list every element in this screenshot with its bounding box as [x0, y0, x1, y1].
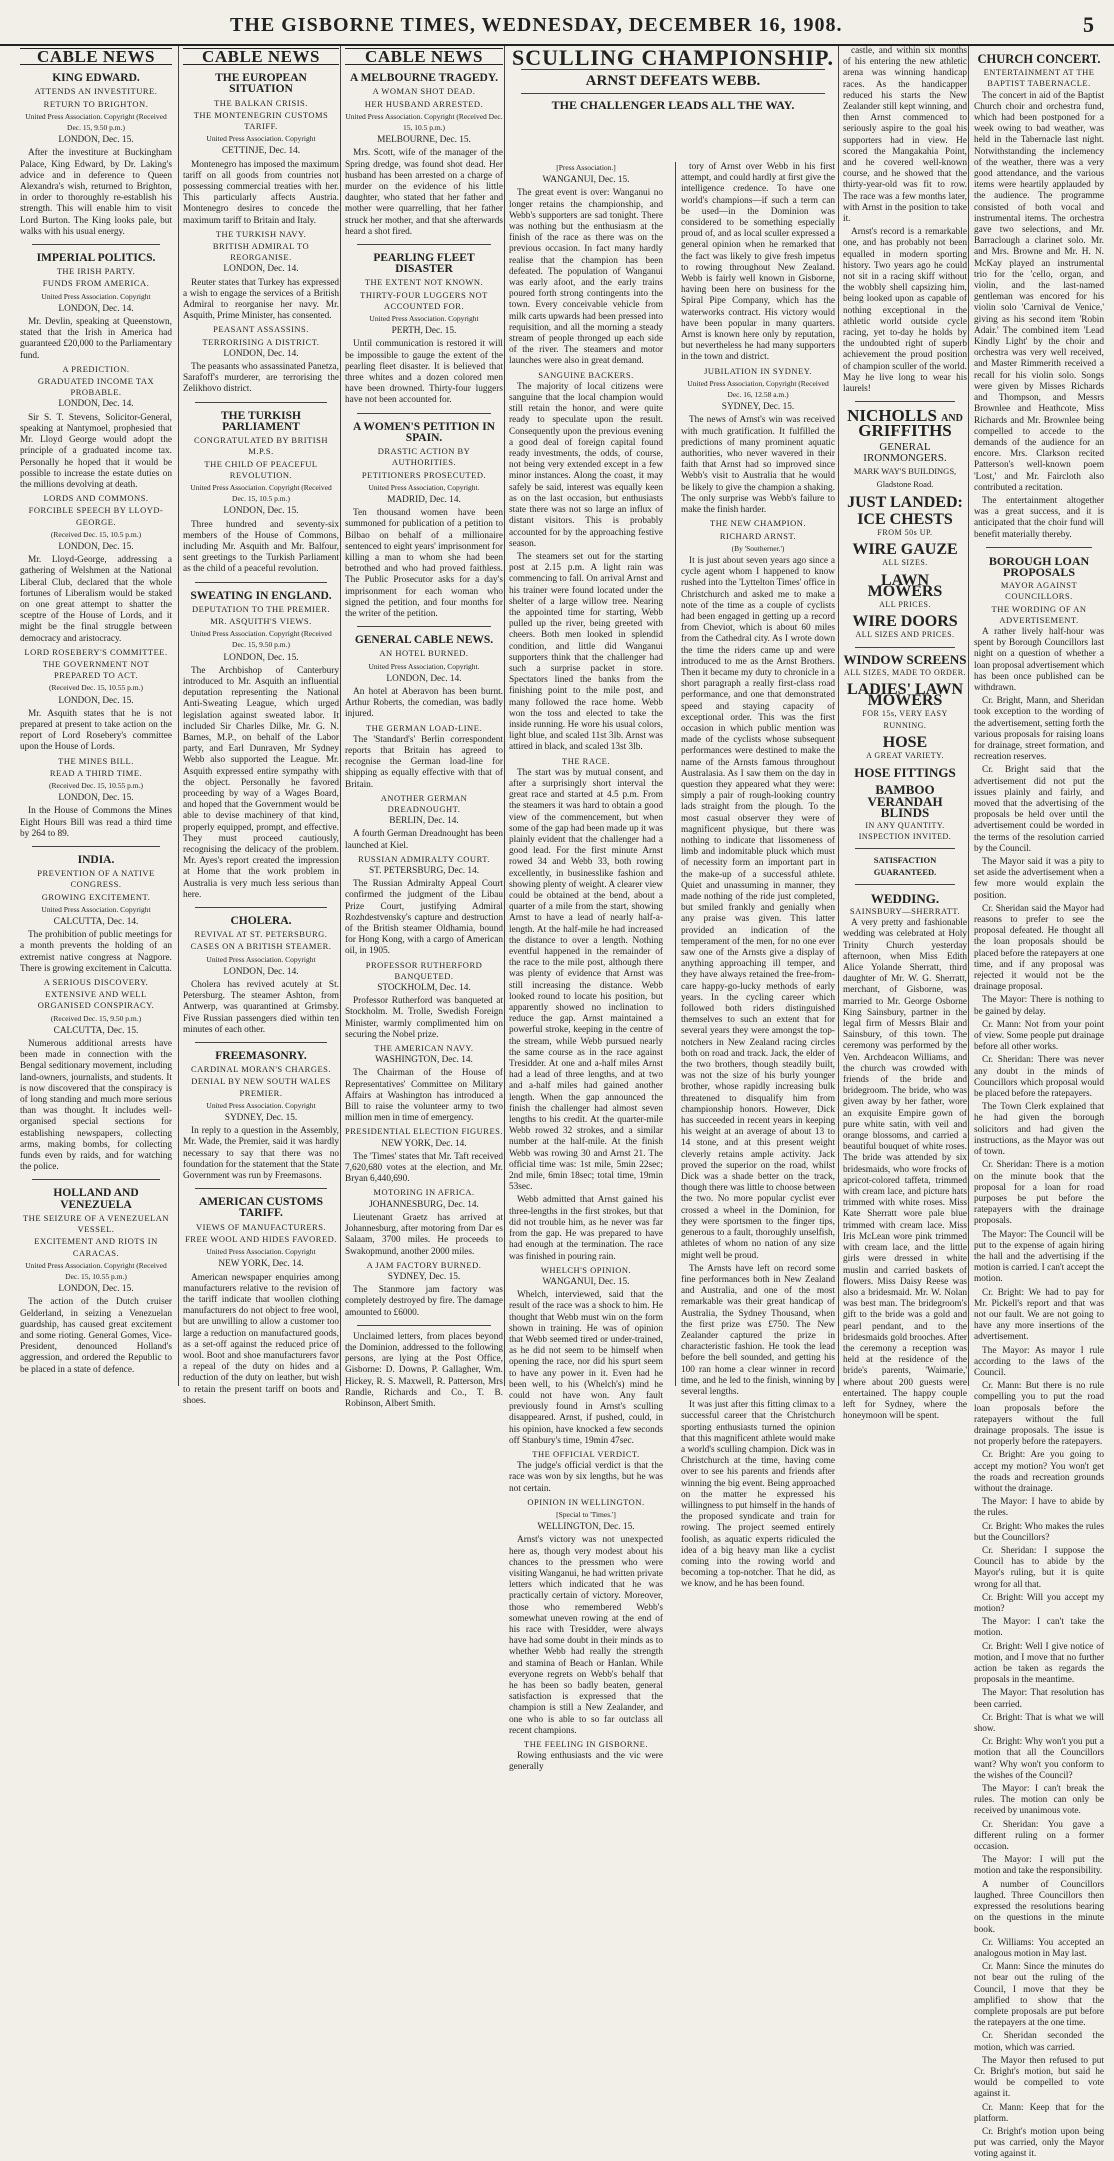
section-header: CABLE NEWS	[345, 48, 503, 65]
article-subtitle: DENIAL BY NEW SOUTH WALES PREMIER.	[191, 1076, 331, 1098]
ad-item: WIRE DOORS	[852, 613, 958, 631]
article-subtitle: ATTENDS AN INVESTITURE.	[34, 86, 158, 97]
article-body: Whelch, interviewed, said that the result of the race was a shock to him. He thought that Webb must win on the form shown in training. He was of opinion that Webb seemed tired or under-trained, as he did not seem to be himself when opening the race, nor did his spurt seem to have any power in it. Even had he been well, to his (Whelch's) mind he could not have won. Any fault previously found in Arnst's sculling disappeared. Arnst, if pushed, could, in his opinion, have knocked a few seconds off Stanbury's time, 19min 47sec.	[509, 1290, 663, 1446]
article-subhead: WHELCH'S OPINION.	[540, 1264, 632, 1275]
ad-trade: GENERAL IRONMONGERS.	[863, 440, 947, 464]
article-dateline: MELBOURNE, Dec. 15.	[377, 135, 471, 146]
article-subtitle: ENTERTAINMENT AT THE BAPTIST TABERNACLE.	[983, 67, 1095, 89]
article-subtitle: CARDINAL MORAN'S CHARGES.	[190, 1064, 332, 1075]
ad-item: WINDOW SCREENS	[843, 651, 967, 667]
article-body: Cholera has revived acutely at St. Petersburg. The steamer Ashton, from Antwerp, was quarantined at Grimsby. Five Russian passengers died within ten minutes of each other.	[183, 980, 339, 1035]
article-subtitle: THE IRISH PARTY.	[56, 266, 136, 277]
article-subtitle: VIEWS OF MANUFACTURERS.	[195, 1221, 327, 1232]
article-body: The news of Arnst's win was received with much gratification. It fulfilled the predictions of many prominent aquatic authorities, who never wavered in their faith that Arnst had so improved since Webb's visit to Australia that he would be likely to give the champion a shaking. The only surprise was Webb's failure to make the finish harder.	[681, 415, 835, 516]
article-subtitle: FREE WOOL AND HIDES FAVORED.	[185, 1233, 337, 1244]
article-credit: United Press Association, Copyright.	[368, 661, 480, 671]
article-body: The Mayor: I have to abide by the rules.	[974, 1497, 1104, 1519]
nicholls-griffiths-ad	[843, 406, 967, 878]
article-body: The Mayor: There is nothing to be gained by delay.	[974, 995, 1104, 1017]
divider	[855, 848, 955, 849]
article-dateline: LONDON, Dec. 14.	[58, 303, 134, 314]
article-body: The majority of local citizens were sanguine that the local champion would still retain the honor, and were quite ready to speculate upon the result. Consequently upon the previous evening a good deal of foreign capital found ready investments, the odds, of course, not being very extended except in a few minor instances. Along the coast, it may safely be said, interest was equally keen as on the last occasion, but enthusiasts state there was not so large an influx of distant visitors. This is probably accounted for by the approaching festive season.	[509, 381, 663, 549]
ad-item: LAWN MOWERS	[867, 571, 943, 600]
article-body: The Archbishop of Canterbury introduced to Mr. Asquith an influential deputation representing the National Anti-Sweating League, which urged legislation against sweated labor. It included Sir Charles Dilke, Mr. G. N. Barnes, M.P., on behalf of the Labor party, and Earl Dunraven, Mr Sydney Webb also supported the League. Mr. Asquith expressed entire sympathy with the object. Personally he favored proceeding by way of a Wages Board, and hoped that the Government would be able to devise machinery of that kind, properly equipped, prompt, and effective. They must proceed cautiously, recognising the delicacy of the problem. Mr. Ayes's report created the impression at Home that the work problem in Australia is very much less serious than here.	[183, 665, 339, 900]
article-dateline: PERTH, Dec. 15.	[391, 326, 457, 337]
article-subtitle: GROWING EXCITEMENT.	[41, 891, 151, 902]
article-title: THE EUROPEAN SITUATION	[215, 72, 307, 96]
article-subtitle: DEPUTATION TO THE PREMIER.	[192, 603, 330, 614]
article-body: Cr. Sheridan: There is a motion on the minute book that the proposal for a loan for road purposes be put before the ratepayers with the drainage proposals.	[974, 1160, 1104, 1227]
article-dateline: NEW YORK, Dec. 14.	[381, 1138, 467, 1149]
ad-item-note: ALL PRICES.	[879, 599, 931, 609]
article-credit: (Received Dec. 15, 10.5 p.m.)	[50, 529, 142, 539]
article-subhead: SANGUINE BACKERS.	[538, 369, 634, 380]
article-dateline: NEW YORK, Dec. 14.	[218, 1259, 304, 1270]
article-title: SCULLING CHAMPIONSHIP.	[512, 45, 834, 70]
article-dateline: SYDNEY, Dec. 15.	[224, 1113, 298, 1124]
article-body: Cr. Bright, Mann, and Sheridan took exception to the wording of the advertisement, setting forth the various proposals for raising loans for drainage, street formation, and recreation reserves.	[974, 696, 1104, 763]
article-credit: United Press Association. Copyright	[206, 1100, 316, 1110]
article-credit: United Press Association. Copyright	[206, 134, 316, 144]
divider	[855, 401, 955, 402]
article-dateline: BERLIN, Dec. 14.	[389, 816, 459, 827]
article-dateline: CALCUTTA, Dec. 14.	[53, 917, 139, 928]
divider	[521, 93, 825, 94]
article-body: Cr. Sheridan said the Mayor had reasons to prefer to see the proposal defeated. He thought all the loan proposals should be placed before the ratepayers at one time, and if any proposal was rejected it would not be the drainage proposal.	[974, 903, 1104, 993]
article-subtitle: THE MINES BILL.	[58, 755, 134, 766]
article-body: Unclaimed letters, from places beyond the Dominion, addressed to the following persons, are lying at the Post Office, Gisborne: D. Downs, P. Gallagher, Wm. Hickey, R. S. Maxwell, R. Patterson, Mrs Randle, Richards and Co., T. B. Robinson, Albert Smith.	[345, 1331, 503, 1409]
article-subtitle: A PREDICTION.	[62, 363, 130, 374]
ad-item-note: IN ANY QUANTITY. INSPECTION INVITED.	[858, 820, 952, 842]
article-body: Cr. Bright: Who makes the rules but the Councillors?	[974, 1521, 1104, 1543]
article-subtitle: THIRTY-FOUR LUGGERS NOT ACCOUNTED FOR.	[360, 289, 488, 311]
article-body: Rowing enthusiasts and the vic were generally	[509, 1751, 663, 1773]
article-body: Arnst's victory was not unexpected here as, though very modest about his chances to the pressmen who were visiting Wanganui, he had written private letters which indicated that he was practically certain of victory. Moreover, those who remembered Webb's somewhat uneven rowing at the end of his race with Tresidder, were always have had some doubt in their minds as to whether Webb had really the strength and stamina of Beach or Hanlan. While everyone regrets on Webb's behalf that he has been so badly beaten, general satisfaction is expressed that the champion is still a New Zealander, and one who is able to so far outclass all recent champions.	[509, 1535, 663, 1736]
article-body: The 'Times' states that Mr. Taft received 7,620,680 votes at the election, and Mr. Bryan 6,440,690.	[345, 1151, 503, 1185]
article-body: The peasants who assassinated Panetza, Sarafoff's murderer, are terrorising the Zelikhovo district.	[183, 362, 339, 395]
article-subtitle: THE BALKAN CRISIS.	[214, 97, 308, 108]
article-body: Mr. Lloyd-George, addressing a gathering of Welshmen at the National Liberal Club, declared that the whole fortunes of Liberalism would be staked on one great attempt to shatter the sceptre of the House of Lords, and it might be the final struggle between democracy and aristocracy.	[20, 555, 172, 644]
article-subtitle: HER HUSBAND ARRESTED.	[364, 98, 484, 109]
article-subtitle: THE WORDING OF AN ADVERTISEMENT.	[991, 603, 1087, 625]
ad-firm-name	[843, 406, 967, 440]
article-body: Cr. Williams: You accepted an analogous motion in May last.	[974, 1937, 1104, 1959]
article-title: SWEATING IN ENGLAND.	[190, 589, 332, 602]
article-subhead: THE RACE.	[562, 755, 610, 766]
article-body: Mrs. Scott, wife of the manager of the Spring dredge, was found shot dead. Her husband has been arrested on a charge of murder on the evidence of his little daughter, who stated that her father and mother were quarrelling, that her father struck her mother, and that she afterwards heard a shot fired.	[345, 148, 503, 237]
article-body: Cr. Sheridan seconded the motion, which was carried.	[974, 2031, 1104, 2053]
article-credit: United Press Association. Copyright (Received Dec. 15, 10.5 p.m.)	[190, 482, 332, 504]
article-body: In reply to a question in the Assembly, Mr. Wade, the Premier, said it was hardly necessary to say that there was no foundation for the statement that the State Government was run by Freemasons.	[183, 1126, 339, 1182]
ad-item: WIRE GAUZE	[852, 541, 958, 559]
article-subtitle: GRADUATED INCOME TAX PROBABLE.	[37, 376, 155, 398]
article-body: Reuter states that Turkey has expressed a wish to engage the services of a British Admiral to reorganise her navy. Mr. Asquith, Prime Minister, has consented.	[183, 277, 339, 322]
article-body: The Stanmore jam factory was completely destroyed by fire. The damage amounted to £6000.	[345, 1285, 503, 1318]
article-body: After the investiture at Buckingham Palace, King Edward, by Dr. Laking's advice and in deference to Queen Alexandra's wish, returned to Brighton, in order to thoroughly re-establish his strength. This will enable him to visit Lord Burton. The King looks pale, but walks with his usual energy.	[20, 148, 172, 237]
article-body: Professor Rutherford was banqueted at Stockholm. M. Trolle, Swedish Foreign Minister, warmly complimented him on securing the Nobel prize.	[345, 996, 503, 1040]
article-subtitle: DRASTIC ACTION BY AUTHORITIES.	[377, 446, 471, 468]
article-body: The Russian Admiralty Appeal Court confirmed the judgment of the Libau Prize Court, justifying Admiral Rozhdestvensky's capture and destruction of the British steamer Oldhamia, bound for Hong Kong, with a cargo of American oil, in 1905.	[345, 879, 503, 957]
article-credit: United Press Association. Copyright (Received Dec. 15, 9.50 p.m.)	[25, 111, 167, 133]
divider	[195, 907, 327, 908]
article-body: The Mayor: I can't break the rules. The motion can only be received by unanimous vote.	[974, 1784, 1104, 1817]
article-body: Cr. Bright: Why won't you put a motion that all the Councillors want? Why won't you conform to the wishes of the Council?	[974, 1737, 1104, 1781]
article-subtitle: REVIVAL AT ST. PETERSBURG.	[194, 929, 328, 940]
article-body: A very pretty and fashionable wedding was celebrated at Holy Trinity Church yesterday afternoon, when Miss Edith Alice Yolande Sherratt, third daughter of Mr. W. G. Sherratt, merchant, of Gisborne, was married to Mr. George Osborne King Sainsbury, partner in the legal firm of Messrs Blair and Sainsbury, of this town. The ceremony was performed by the Ven. Archdeacon Williams, and the church was crowded with friends of the bride and bridegroom. The bride, who was given away by her father, wore an exquisite Empire gown of pure white satin, with veil and orange blossoms, and carried a beautiful bouquet of white roses. The bride was attended by six bridesmaids, who wore frocks of apricot-colored taffeta, trimmed with cream lace, and picture hats trimmed with white roses. Miss Kate Sherratt wore pale blue trimmed with cream lace. Miss Iris McLean wore pink trimmed with cream lace, and the little girls were dressed in white muslin and carried baskets of flowers. Miss Daisy Reese was also a bridesmaid. Mr. W. Nolan was best man. The bridegroom's gift to the bride was a gold and pearl pendant, and to the bridesmaids gold brooches. After the ceremony a reception was held at the residence of the bride's parents, 'Waimarie,' where about 200 guests were entertained. The happy couple left for Sydney, where the honeymoon will be spent.	[843, 918, 967, 1422]
article-credit: United Press Association. Copyright	[41, 291, 151, 301]
article-subhead: THE OFFICIAL VERDICT.	[532, 1448, 640, 1459]
ad-name-2: GRIFFITHS	[858, 420, 952, 440]
divider	[32, 846, 160, 847]
article-subtitle: TERRORISING A DISTRICT.	[202, 336, 320, 347]
divider	[195, 1188, 327, 1189]
divider	[357, 626, 491, 627]
article-body: Cr. Mann: Not from your point of view. Some people put drainage before all other works.	[974, 1019, 1104, 1053]
article-dateline: SYDNEY, Dec. 15.	[387, 1271, 461, 1282]
article-body: Cr. Bright: That is what we will show.	[974, 1712, 1104, 1735]
article-body: It is just about seven years ago since a cycle agent whom I happened to know rushed into the 'Lyttelton Times' office in Christchurch and asked me to make a note of the time as a couple of cyclists had been engaged in getting up a record from Cheviot, which is about 60 miles from the Cathedral city. As I wrote down the time the riders came up and were introduced to me as the Arnst Brothers. Then it became my duty to chronicle in a short paragraph a really first-class road performance, and one that demonstrated speed and staying capacity of exceptional order. This was the first occasion in which public mention was made of the cyclists whose subsequent performances were destined to make the name of the Arnsts famous throughout Australasia. As I saw them on the day in question they appeared what they were: simply a pair of rough-looking country lads straight from the plough. To the most casual observer they were of magnificent physique, but there was nothing to indicate that lissomeness of limb and indomitable pluck which must of necessity form an important part in the make-up of a successful athlete. Quiet and unassuming in manner, they made nothing of the ride just completed, but smiled frankly and genially when any praise was given. This latter provided an indication of the temperament of the men, for no one ever saw one of the Arnsts give a display of anything approaching ill temper, and they have always retained the free-from-care happy-go-lucky methods of early years. In the cycling career which followed both riders distinguished themselves to such an extent that for several years they were amongst the top-notchers in New Zealand racing circles both on road and track. Jack, the elder of the two brothers, though steadily built, was not the size of his burly younger brother, whose rapidly increasing bulk threatened to disqualify him from championship honors. However, Dick has succeeded in recent years in keeping his weight at an average of about 13 to 14 stone, and at this present weight cleverly retains ample activity. Jack proved the superior on the road, whilst Dick was a shade better on the track, though there was little to choose between the two. No more popular cyclist ever crossed a wheel in the Dominion, for they were sportsmen to the finger tips, generous to a fault, thoroughly unselfish, athletes of whom no nation of any size might well be proud.	[681, 555, 835, 1261]
ad-item-note: A GREAT VARIETY.	[866, 750, 944, 760]
column-3	[340, 46, 507, 1409]
article-body: A number of Councillors laughed. Three Councillors then expressed the resolutions bearing on the questions in the minute book.	[974, 1879, 1104, 1935]
article-body: Cr. Bright: Will you accept my motion?	[974, 1592, 1104, 1615]
article-body: The Town Clerk explained that he had given the borough solicitors and had given the instructions, as the Mayor was out of town.	[974, 1102, 1104, 1158]
article-body: The Mayor: The Council will be put to the expense of again hiring the hall and the advertising if the motion is carried. I can't accept the motion.	[974, 1229, 1104, 1285]
article-subtitle: EXTENSIVE AND WELL ORGANISED CONSPIRACY.	[37, 989, 155, 1011]
divider	[357, 1325, 491, 1326]
article-credit: (Received Dec. 15, 10.55 p.m.)	[49, 683, 143, 693]
sculling-column-right	[675, 162, 835, 1590]
ad-item-note: FOR 15s, VERY EASY RUNNING.	[862, 709, 948, 730]
article-subtitle: THE MONTENEGRIN CUSTOMS TARIFF.	[193, 109, 329, 132]
article-subtitle: RUSSIAN ADMIRALTY COURT.	[358, 853, 490, 864]
article-title: A WOMEN'S PETITION IN SPAIN.	[353, 420, 495, 444]
article-subtitle: A SERIOUS DISCOVERY.	[43, 977, 149, 988]
article-credit: United Press Association. Copyright	[206, 1247, 316, 1257]
article-credit: United Press Association. Copyright (Received Dec. 15, 10.5 p.m.)	[345, 111, 503, 133]
ad-item-note: ALL SIZES, MADE TO ORDER.	[843, 667, 967, 677]
article-credit: United Press Association. Copyright	[206, 954, 316, 964]
divider	[32, 244, 160, 245]
article-subtitle: CONGRATULATED BY BRITISH M.P.S.	[194, 435, 328, 457]
article-title: A MELBOURNE TRAGEDY.	[350, 72, 498, 85]
ad-and: AND	[941, 413, 963, 425]
article-dateline: LONDON, Dec. 15.	[223, 506, 299, 517]
article-body: The judge's official verdict is that the race was won by six lengths, but he was not certain.	[509, 1461, 663, 1494]
article-subtitle: PROFESSOR RUTHERFORD BANQUETED.	[365, 959, 483, 981]
article-title: FREEMASONRY.	[215, 1050, 307, 1063]
article-subtitle: THE GOVERNMENT NOT PREPARED TO ACT.	[42, 658, 150, 681]
article-dateline: LONDON, Dec. 15.	[58, 793, 134, 804]
article-dateline: LONDON, Dec. 14.	[386, 673, 462, 684]
article-dateline: LONDON, Dec. 15.	[58, 1284, 134, 1295]
article-body: Cr. Bright's motion upon being put was carried, only the Mayor voting against it.	[974, 2126, 1104, 2160]
article-body: The Mayor then refused to put Cr. Bright's motion, but said he would be compelled to vote against it.	[974, 2055, 1104, 2100]
article-body: Cr. Bright said that the advertisement did not put the issues plainly and fairly, and moved that the advertising of the proposals be held over until the advertisement could be worded in the terms of the resolution carried by the Council.	[974, 765, 1104, 854]
article-credit: United Press Association, Copyright (Received Dec. 16, 12.58 a.m.)	[687, 378, 829, 400]
article-dateline: JOHANNESBURG, Dec. 14.	[369, 1199, 479, 1210]
ad-item-note: FROM 50s UP.	[877, 527, 933, 537]
article-title: BOROUGH LOAN PROPOSALS	[988, 553, 1090, 579]
ad-item: LADIES' LAWN MOWERS	[846, 680, 964, 710]
article-body: An hotel at Aberavon has been burnt. Arthur Roberts, the comedian, was badly injured.	[345, 686, 503, 720]
article-subhead: THE NEW CHAMPION.	[710, 518, 806, 529]
sculling-article	[504, 45, 841, 1773]
article-body: Cr. Mann: But there is no rule compelling you to put the road loan proposals before the ratepayers without the full drainage proposals. The issue is not properly before the ratepayers.	[974, 1381, 1104, 1448]
article-body: The great event is over: Wanganui no longer retains the championship, and Webb's supporters are sad tonight. There was nothing but the enthusiasm at the finish of the race as there was on the previous occasion. In fact many hardly realise that the champion has been defeated. The population of Wanganui was early afoot, and the early trains poured forth strong contingents into the town. Every conceivable vehicle from milk carts upwards had been pressed into requisition, and all the morning a steady stream of people thronged up each side of the river. The steamers and motor launches were also in great demand.	[509, 188, 663, 367]
divider	[855, 647, 955, 648]
article-body: Sir S. T. Stevens, Solicitor-General, speaking at Nantymoel, prophesied that Mr. Lloyd George would adopt the principle of a graduated income tax. Personally he hoped that it would be possible to increase the estate duties on the millions devolving at death.	[20, 412, 172, 490]
article-dateline: LONDON, Dec. 14.	[223, 966, 299, 977]
article-subtitle: THE TURKISH NAVY.	[215, 228, 307, 239]
article-title: CHOLERA.	[230, 915, 292, 928]
article-body: A fourth German Dreadnought has been launched at Kiel.	[345, 829, 503, 851]
ad-item-note: ALL SIZES AND PRICES.	[855, 630, 955, 640]
article-body: Three hundred and seventy-six members of the House of Commons, including Mr. Asquith and Mr. Balfour, sent greetings to the Turkish Parliament as the child of a peaceful revolution.	[183, 519, 339, 575]
article-credit: United Press Association. Copyright (Received Dec. 15, 9.50 p.m.)	[190, 629, 332, 650]
article-credit: (Received Dec. 15, 9.50 p.m.)	[50, 1013, 142, 1023]
column-7	[968, 46, 1104, 2160]
divider	[357, 244, 491, 245]
article-subtitle: LORD ROSEBERY'S COMMITTEE.	[24, 646, 168, 657]
article-dateline: LONDON, Dec. 15.	[58, 135, 134, 146]
article-dateline: LONDON, Dec. 14.	[223, 348, 299, 359]
article-subtitle: EXCITEMENT AND RIOTS IN CARACAS.	[34, 1236, 158, 1258]
article-credit: United Press Association. Copyright	[369, 314, 479, 324]
ad-item: BAMBOO VERANDAH BLINDS	[867, 782, 943, 820]
article-dateline: SYDNEY, Dec. 15.	[721, 402, 795, 413]
article-body: The prohibition of public meetings for a month prevents the holding of an extremist native congress at Nagpore. There is growing excitement in Calcutta.	[20, 930, 172, 974]
article-title: WEDDING.	[870, 890, 940, 906]
article-body: Cr. Bright: Well I give notice of motion, and I move that no further action be taken as regards the proposals in the meantime.	[974, 1641, 1104, 1686]
ad-line: JUST LANDED:	[847, 493, 963, 511]
article-body: The Mayor: That resolution has been carried.	[974, 1688, 1104, 1710]
article-body: castle, and within six months of his entering the new athletic arena was winning handicap races. As the handicapper reduced his starts the New Zealander still kept winning, and then Arnst commenced to seriously aspire to the goal his supporters had in view. He scored the Mangakahia Point, and he covered well-known course, and he showed that the thirty-year-old was fit to row. The race was a few months later, with Arnst in the position to take it.	[843, 46, 967, 225]
article-subtitle: THE SEIZURE OF A VENEZUELAN VESSEL.	[22, 1212, 170, 1235]
page-number: 5	[1083, 12, 1094, 37]
article-body: The Arnsts have left on record some fine performances both in New Zealand and Australia, and one of the most remarkable was their great handicap of Australia, the Sydney Thousand, when the first prize was £750. The New Zealander captured the prize in characteristic fashion. He took the lead before the bell sounded, and getting his 100 ran home a clear winner in record time, and he led to the finish, winning by several lengths.	[681, 1263, 835, 1397]
ad-address: MARK WAY'S BUILDINGS,	[853, 466, 957, 477]
article-body: It was just after this fitting climax to a successful career that the Christchurch sporting enthusiasts turned the opinion that this magnificent athlete would make a world's sculling champion. Dick was in Christchurch at the time, having come over to see his parents and friends after winning the big event. Being approached on the matter he expressed his willingness to put himself in the hands of the proposed syndicate and train for rowing. The project seemed entirely foolish, as aquatic experts ridiculed the idea of a big heavy man like a cyclist coming into the rowing world and becoming a top-notcher. That he did, as we know, and he has been found.	[681, 1400, 835, 1590]
article-subtitle: PRESIDENTIAL ELECTION FIGURES.	[345, 1126, 503, 1137]
article-title: HOLLAND AND VENEZUELA	[53, 1187, 139, 1211]
ad-item: HOSE FITTINGS	[854, 765, 956, 781]
article-body: American newspaper enquiries among manufacturers relative to the revision of the tariff indicate that woollen clothing manufacturers do not object to free wool, but are unwilling to allow a customer too large a reduction on manufactured goods, as a set-off against the reduced price of wool. Boot and shoe manufacturers favor a repeal of the duty on hides and a reduction of the duty on leather, but wish to retain the present tariff on boots and shoes.	[183, 1272, 339, 1406]
article-credit: United Press Association. Copyright (Received Dec. 15, 10.55 p.m.)	[25, 1260, 167, 1281]
article-subtitle: ANOTHER GERMAN DREADNOUGHT.	[380, 792, 468, 814]
article-body: Cr. Mann: Since the minutes do not bear out the ruling of the Council, I move that they be amplified to show that the complete proposals are put before the ratepayers at the one time.	[974, 1962, 1104, 2029]
article-body: Mr. Asquith states that he is not prepared at present to take action on the report of Lord Rosebery's committee upon the House of Lords.	[20, 708, 172, 753]
article-body: The action of the Dutch cruiser Gelderland, in seizing a Venezuelan guardship, has caused great excitement and some rioting. General Gomes, Vice-President, denounced Holland's aggression, and ordered the Republic to be placed in a state of defence.	[20, 1297, 172, 1375]
article-subtitle: MAYOR AGAINST COUNCILLORS.	[1000, 580, 1078, 602]
column-6	[838, 46, 971, 1422]
article-subtitle: BRITISH ADMIRAL TO REORGANISE.	[212, 241, 310, 263]
article-body: Cr. Mann: Keep that for the platform.	[974, 2102, 1104, 2124]
article-body: The 'Standard's' Berlin correspondent reports that Britain has agreed to recognise the German load-line for shipping as equally effective with that of Britain.	[345, 734, 503, 790]
article-dateline: LONDON, Dec. 14.	[58, 399, 134, 410]
article-dateline: CETTINJE, Dec. 14.	[221, 146, 301, 157]
article-body: Numerous additional arrests have been made in connection with the Bengal seditionary movement, including land-owners, journalists, and students. It is now discovered that the conspiracy is of long standing and much more serious than was thought. It includes well-organised special sections for establishing newspapers, collecting arms, making bombs, for collecting funds even by raids, and for watching the police.	[20, 1039, 172, 1173]
article-credit: [Press Association.]	[556, 163, 616, 172]
article-body: Cr. Sheridan: There was never any doubt in the minds of Councillors which proposal would be placed before the ratepayers.	[974, 1055, 1104, 1100]
article-body: Mr. Devlin, speaking at Queenstown, stated that the Irish in America had guaranteed £20,000 to the Parliamentary fund.	[20, 317, 172, 361]
article-credit: United Press Association. Copyright	[41, 904, 151, 914]
article-subtitle: PEASANT ASSASSINS.	[213, 324, 309, 335]
article-body: The Mayor: I can't take the motion.	[974, 1617, 1104, 1639]
ad-item-note: ALL SIZES.	[882, 558, 928, 568]
section-header: CABLE NEWS	[183, 48, 339, 65]
article-title: IMPERIAL POLITICS.	[36, 252, 156, 265]
article-dateline: ST. PETERSBURG, Dec. 14.	[368, 866, 480, 876]
article-title: CHURCH CONCERT.	[977, 52, 1101, 66]
article-body: The entertainment altogether was a great success, and it is anticipated that the choir fund will benefit materially thereby.	[974, 495, 1104, 540]
divider	[32, 1179, 160, 1180]
article-subhead: JUBILATION IN SYDNEY.	[704, 365, 812, 376]
divider	[195, 402, 327, 403]
article-title: AMERICAN CUSTOMS TARIFF.	[198, 1196, 324, 1220]
article-credit: United Press Association, Copyright.	[368, 482, 480, 492]
article-body: Arnst's record is a remarkable one, and has probably not been equalled in modern sporting history. Two years ago he could not sit in a racing skiff without the wobbly shell capsizing him, being looked upon as capable of nothing exceptional in the athletic world outside cycle racing, yet to-day he holds by the undoubted right of superb achievement the proud position of champion sculler of the world. May he live long to wear his laurels!	[843, 227, 967, 395]
article-subtitle: THE CHILD OF PEACEFUL REVOLUTION.	[204, 458, 318, 480]
article-body: The Chairman of the House of Representatives' Committee on Military Affairs at Washington has introduced a Bill to raise the volunteer army to two million men in time of emergency.	[345, 1068, 503, 1124]
article-subhead: RICHARD ARNST.	[719, 530, 797, 541]
article-subtitle: ARNST DEFEATS WEBB.	[585, 73, 761, 90]
article-title: KING EDWARD.	[52, 72, 140, 85]
article-subtitle: READ A THIRD TIME.	[49, 767, 143, 778]
article-dateline: LONDON, Dec. 15.	[223, 652, 299, 663]
article-subtitle: FORCIBLE SPEECH BY LLOYD-GEORGE.	[28, 505, 164, 527]
article-body: In the House of Commons the Mines Eight Hours Bill was read a third time by 264 to 89.	[20, 806, 172, 839]
article-dateline: WANGANUI, Dec. 15.	[542, 1276, 630, 1287]
article-subtitle: CASES ON A BRITISH STEAMER.	[190, 941, 332, 952]
sculling-column-left	[509, 162, 663, 1773]
article-body: Cr. Sheridan: I suppose the Council has to abide by the Mayor's ruling, but it is quite wrong for all that.	[974, 1546, 1104, 1590]
article-body: The Mayor said it was a pity to set aside the advertisement when a few more would explain the position.	[974, 857, 1104, 901]
article-body: tory of Arnst over Webb in his first attempt, and could hardly at first give the intelligence credence. To have one world's champions—if such a term can be used—in the Dominion was considered to be something especially proud of, and as local sculler expressed a general opinion when he remarked that the fact was likely to give fresh impetus to rowing throughout New Zealand. Webb is fairly well known in Gisborne, having been here on business for the Spiral Pipe Company, which has the waterworks contract. His victory would have been popular in many quarters. Arnst is known here only by reputation, but nevertheless he had many supporters in the town and district.	[681, 162, 835, 363]
article-subtitle: AN HOTEL BURNED.	[379, 648, 469, 659]
article-body: Montenegro has imposed the maximum tariff on all goods from countries not possessing commercial treaties with her. This particularly affects Austria. Montenegro desires to concede the maximum tariff to Britain and Italy.	[183, 159, 339, 226]
article-body: The concert in aid of the Baptist Church choir and orchestra fund, which had been postponed for a week owing to bad weather, was held in the Tabernacle last night. Notwithstanding the inclemency of the weather, there was a very good attendance, and the various items were heartily applauded by the audience. The programme consisted of both vocal and instrumental items. The orchestra gave two selections, and Mr. Barraclough a clarinet solo. Mr. and Mrs. Browne and Mr. H. N. McKay played an instrumental trio for the 'cello, organ, and violin, and the last-named gentleman was encored for his violin solo 'Carnival de Venice,' giving as his second item 'Robin Adair.' The combined item 'Lead Kindly Light' by the choir and orchestra was very well received, and Master Rimmerith received a recall for his violin solo. Songs were given by Misses Richards and Thompson, and Messrs Brownlee and Heathcote, Miss Richards and Mr. Brownlee being compelled to accede to the demands of the audience for an encore. Mrs. Clarkson recited Patterson's well-known poem 'Lost,' and Mr. Faircloth also contributed a recitation.	[974, 90, 1104, 493]
article-dateline: LONDON, Dec. 14.	[223, 264, 299, 275]
article-body: Until communication is restored it will be impossible to gauge the extent of the pearling fleet disaster. It is believed that three whites and a dozen colored men have been drowned. Thirty-four luggers have not been accounted for.	[345, 339, 503, 406]
article-subtitle: A WOMAN SHOT DEAD.	[372, 86, 476, 97]
article-body: Cr. Bright: Are you going to accept my motion? You won't get the roads and recreation grounds without the drainage.	[974, 1450, 1104, 1494]
divider	[986, 547, 1092, 548]
article-body: Webb admitted that Arnst gained his three-lengths in the first strokes, but that did not trouble him, as he never was far from the gap. He was prepared to have had enough at the termination. The race was finished in pouring rain.	[509, 1195, 663, 1262]
divider	[195, 1042, 327, 1043]
article-dateline: WASHINGTON, Dec. 14.	[375, 1055, 473, 1066]
masthead	[0, 8, 1114, 46]
column-2	[178, 46, 343, 1406]
ad-item: HOSE	[882, 733, 928, 751]
article-subtitle: FUNDS FROM AMERICA.	[42, 278, 150, 289]
article-subtitle: THE CHALLENGER LEADS ALL THE WAY.	[551, 98, 795, 113]
article-body: The Mayor: I will put the motion and take the responsibility.	[974, 1855, 1104, 1877]
article-subhead: OPINION IN WELLINGTON.	[527, 1496, 645, 1507]
divider	[195, 582, 327, 583]
article-dateline: MADRID, Dec. 14.	[387, 494, 461, 505]
article-body: The steamers set out for the starting post at 2.15 p.m. A light rain was commencing to fall. On arrival Arnst and his trainer were found located under the shelter of a large willow tree. Nearing the appointed time for starting, Webb pulled up the river, being greeted with cheers. Both men looked in splendid condition, and little did Wanganui supporters think that the challenger had such a surprise packet in store. Spectators lined the banks from the finishing point to the mile post, and many followed the race home. Webb won the toss and elected to take the inside running. He wore his usual colors, light blue, and scaled 11st 3lb. Arnst was attired in black, and scaled 13st 3lb.	[509, 551, 663, 753]
ad-guarantee: SATISFACTION GUARANTEED.	[873, 855, 937, 877]
article-body: Ten thousand women have been summoned for publication of a petition to Bilbao on behalf of a millionaire sentenced to eight years' imprisonment for killing a man to whom she had been betrothed and who had proved faithless. The Public Prosecutor asks for a day's imprisonment for each woman who signed the petition, and four months for the writer of the petition.	[345, 508, 503, 619]
article-subtitle: A JAM FACTORY BURNED.	[366, 1259, 482, 1270]
article-credit: (Received Dec. 15, 10.55 p.m.)	[49, 780, 143, 790]
article-body: The Mayor: As mayor I rule according to the laws of the Council.	[974, 1345, 1104, 1378]
article-title: THE TURKISH PARLIAMENT	[221, 409, 301, 433]
columns	[20, 45, 1104, 2160]
article-subtitle: LORDS AND COMMONS.	[43, 493, 149, 504]
article-body: The start was by mutual consent, and after a surprisingly short interval the great race and started at 4.5 p.m. From the steamers it was hard to obtain a good view of the commencement, but when some of the gap had been made up it was plainly evident that the challenger had a good lead. For the first minute Arnst rowed 34 and Webb 33, both rowing excellently, in businesslike fashion and showing plenty of weight. A clearer view could be obtained at the bend, about a quarter of a mile from the start, showing Arnst to have a lead of nearly half-a-length. At the half-mile he had increased the distance to over a length. Nothing eventful happened in the remainder of the race to the mile post, although there was plenty of evidence that Arnst was still increasing the distance. Webb looked round to locate his position, but apparently showed no inclination to reduce the gap. Arnst maintained a powerful stroke, keeping in the centre of the stream, while Webb pursued nearly the same course as in the race against Tresidder. At one and a-half miles Arnst had a lead of three lengths, and at two and a-half miles had gained another length. When the gap announced the finish the challenger had almost seven lengths to his credit. At the quarter-mile Webb rowed 32 strokes, and a similar number at the half-mile. At the finish Webb was rowing 30 and Arnst 21. The official time was: 1st mile, 5min 22sec; 2nd mile, 6min 18sec; total time, 19min 53sec.	[509, 767, 663, 1193]
article-body: Cr. Sheridan: You gave a different ruling on a former occasion.	[974, 1819, 1104, 1853]
article-subhead: THE FEELING IN GISBORNE.	[524, 1739, 648, 1750]
section-header: CABLE NEWS	[20, 48, 172, 65]
masthead-title: THE GISBORNE TIMES, WEDNESDAY, DECEMBER 16, 1908.	[230, 14, 843, 36]
article-subtitle: THE AMERICAN NAVY.	[374, 1043, 474, 1054]
article-body: Lieutenant Graetz has arrived at Johannesburg, after motoring from Dar es Salaam, 3700 miles. He proceeds to Swakopmund, another 2000 miles.	[345, 1212, 503, 1257]
ad-name-1: NICHOLLS	[847, 406, 937, 426]
article-subtitle: THE EXTENT NOT KNOWN.	[364, 277, 484, 288]
article-subtitle: PETITIONERS PROSECUTED.	[361, 469, 487, 480]
article-title: GENERAL CABLE NEWS.	[354, 634, 494, 647]
article-subtitle: PREVENTION OF A NATIVE CONGRESS.	[37, 868, 155, 890]
article-credit: [Special to 'Times.']	[556, 1509, 616, 1519]
article-dateline: CALCUTTA, Dec. 15.	[53, 1025, 139, 1036]
article-subtitle: SAINSBURY—SHERRATT.	[849, 906, 961, 916]
column-1	[20, 46, 176, 1386]
article-subtitle: MOTORING IN AFRICA.	[373, 1187, 475, 1198]
article-title: INDIA.	[77, 854, 115, 866]
ad-address: Gladstone Road.	[876, 479, 934, 490]
article-title: PEARLING FLEET DISASTER	[373, 252, 475, 276]
divider	[357, 413, 491, 414]
article-subtitle: RETURN TO BRIGHTON.	[43, 98, 149, 109]
article-body: A rather lively half-hour was spent by Borough Councillors last night on a question of whether a loan proposal advertisement which has been once published can be withdrawn.	[974, 626, 1104, 693]
divider	[855, 884, 955, 885]
article-credit: (By 'Southerner.')	[731, 543, 785, 553]
article-dateline: WELLINGTON, Dec. 15.	[537, 1522, 635, 1533]
ad-item: ICE CHESTS	[857, 510, 953, 528]
article-dateline: LONDON, Dec. 15.	[58, 695, 134, 706]
article-dateline: LONDON, Dec. 15.	[58, 541, 134, 552]
article-subtitle: THE GERMAN LOAD-LINE.	[365, 722, 483, 733]
article-dateline: STOCKHOLM, Dec. 14.	[377, 983, 471, 994]
article-dateline: WANGANUI, Dec. 15.	[542, 175, 630, 186]
article-body: Cr. Bright: We had to pay for Mr. Pickell's report and that was not our fault. We are not going to have any more insertions of the advertisement.	[974, 1287, 1104, 1343]
article-subtitle: MR. ASQUITH'S VIEWS.	[210, 615, 312, 626]
